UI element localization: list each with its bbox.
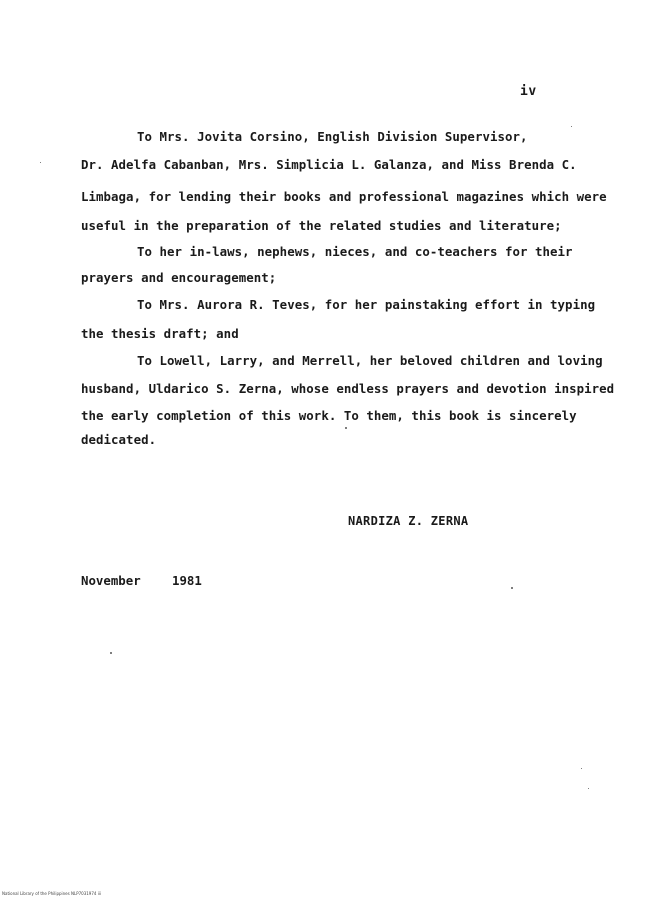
scan-speck [588,788,589,789]
text-line-4: useful in the preparation of the related studies and literature; [81,218,562,233]
text-line-1: To Mrs. Jovita Corsino, English Division Supervisor, [137,129,528,144]
date-year: 1981 [172,573,202,588]
text-line-11: the early completion of this work. To them, this book is sincerely [81,408,577,423]
page-number: iv [520,84,537,99]
text-line-10: husband, Uldarico S. Zerna, whose endless prayers and devotion inspired [81,381,615,396]
text-line-12: dedicated. [81,432,157,447]
text-line-9: To Lowell, Larry, and Merrell, her beloved children and loving [137,353,603,368]
text-line-8: the thesis draft; and [81,326,239,341]
text-line-2: Dr. Adelfa Cabanban, Mrs. Simplicia L. Galanza, and Miss Brenda C. [81,157,577,172]
author-signature: NARDIZA Z. ZERNA [348,514,469,528]
scan-footer: National Library of the Philippines NLP7031974 iii [2,891,102,896]
scan-speck [581,768,582,769]
text-line-7: To Mrs. Aurora R. Teves, for her painstaking effort in typing [137,297,596,312]
text-line-6: prayers and encouragement; [81,270,277,285]
scan-speck [511,587,513,589]
text-line-3: Limbaga, for lending their books and professional magazines which were [81,189,607,204]
scan-speck [345,427,347,429]
scan-speck [110,652,112,654]
date-month: November [81,573,141,588]
scan-speck [40,162,41,163]
scan-speck [571,126,572,127]
text-line-5: To her in-laws, nephews, nieces, and co-teachers for their [137,244,573,259]
